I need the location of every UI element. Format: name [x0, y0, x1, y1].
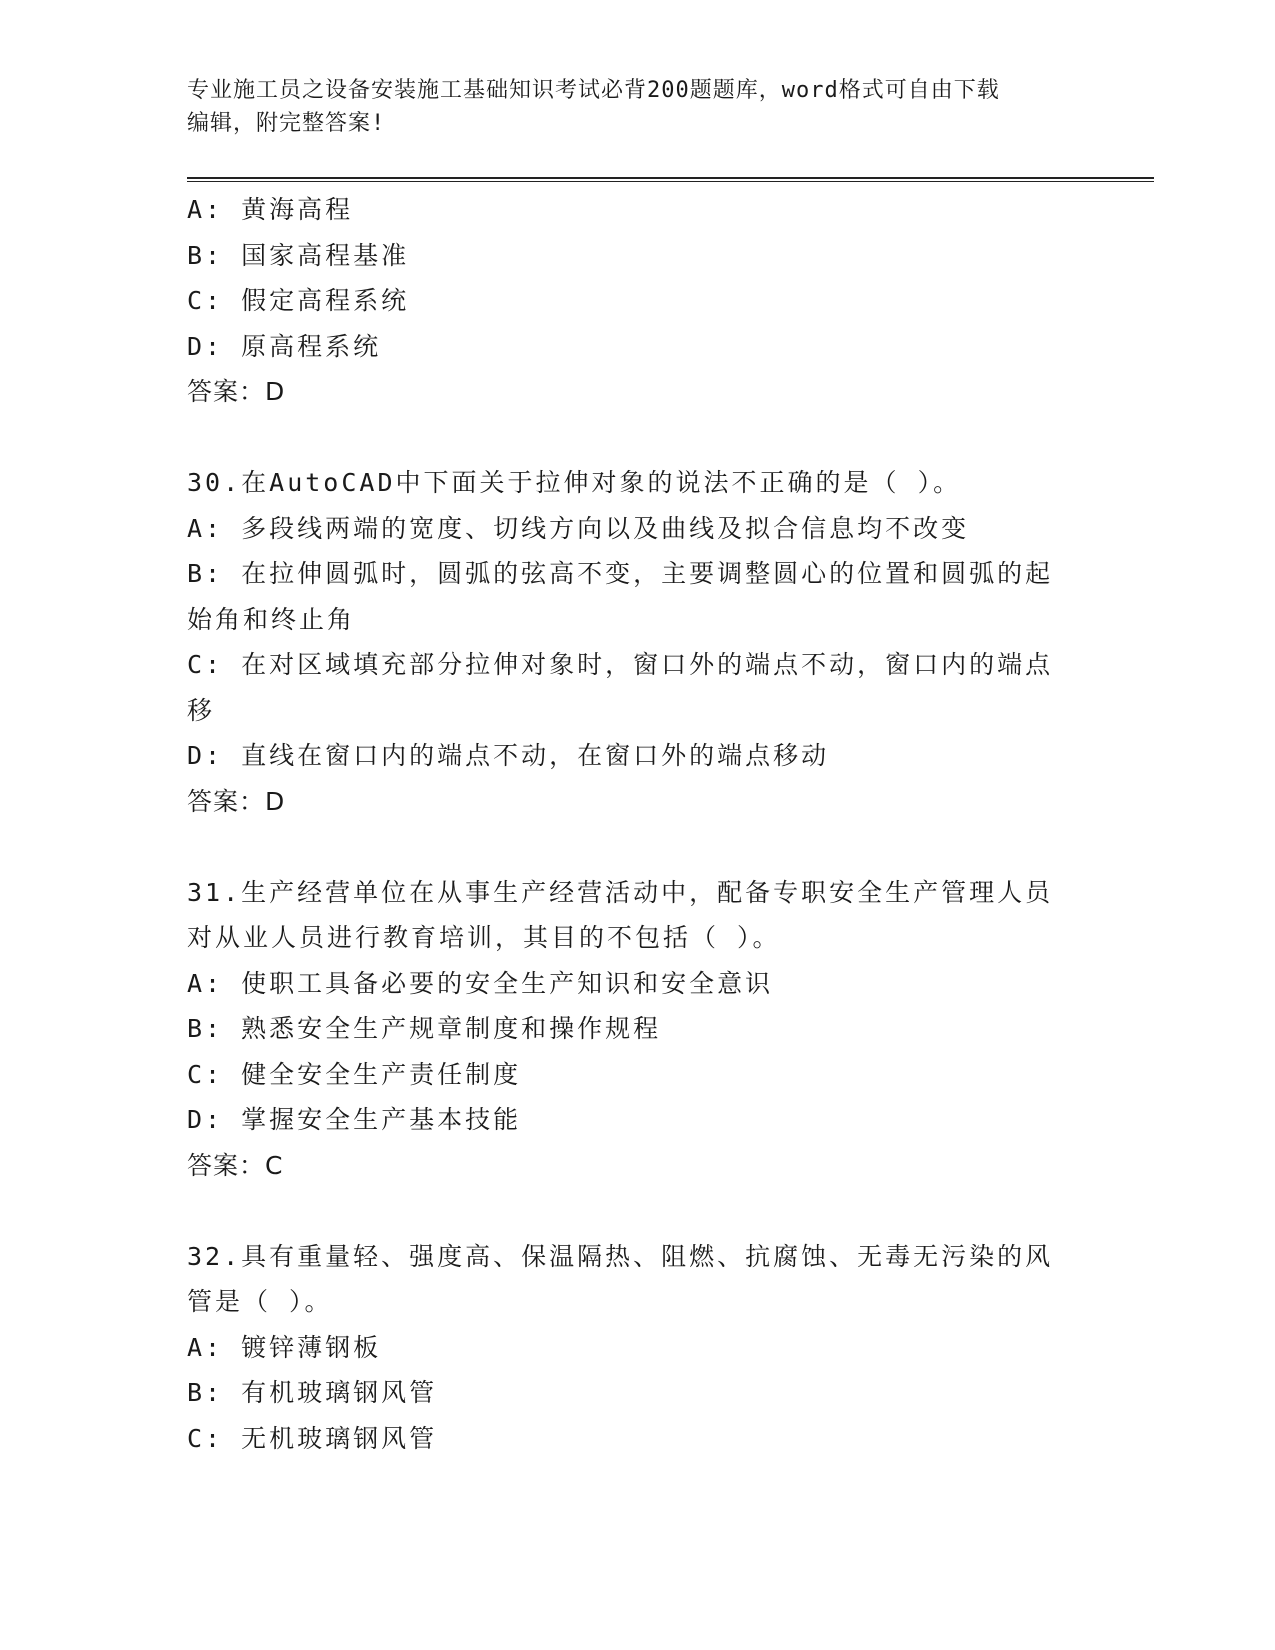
- answer-line: 答案：D: [187, 377, 286, 406]
- question-text-continued: 对从业人员进行教育培训，其目的不包括（ ）。: [187, 923, 781, 952]
- option-c-continued: 移: [187, 695, 216, 725]
- question-30-block: [187, 460, 1087, 824]
- option-d: D: 直线在窗口内的端点不动，在窗口外的端点移动: [187, 741, 830, 770]
- option-b: B: 在拉伸圆弧时，圆弧的弦高不变，主要调整圆心的位置和圆弧的起: [187, 559, 1054, 588]
- option-b: B: 有机玻璃钢风管: [187, 1378, 438, 1407]
- question-text: 32.具有重量轻、强度高、保温隔热、阻燃、抗腐蚀、无毒无污染的风: [187, 1241, 1054, 1271]
- option-a: A: 使职工具备必要的安全生产知识和安全意识: [187, 968, 774, 998]
- option-b: B: 国家高程基准: [187, 240, 410, 270]
- header-title-line-2: 编辑，附完整答案!: [187, 111, 386, 136]
- option-c: C: 无机玻璃钢风管: [187, 1423, 438, 1453]
- option-b: B: 熟悉安全生产规章制度和操作规程: [187, 1014, 662, 1043]
- option-a: A: 镀锌薄钢板: [187, 1332, 382, 1362]
- option-d: D: 掌握安全生产基本技能: [187, 1105, 522, 1134]
- question-list: [187, 187, 1087, 1461]
- question-29-block: [187, 187, 1087, 415]
- document-header: [187, 74, 1067, 140]
- option-d: D: 原高程系统: [187, 331, 382, 361]
- option-c: C: 假定高程系统: [187, 286, 410, 315]
- option-a: A: 多段线两端的宽度、切线方向以及曲线及拟合信息均不改变: [187, 513, 970, 543]
- question-32-block: [187, 1234, 1087, 1462]
- option-c: C: 健全安全生产责任制度: [187, 1059, 522, 1089]
- answer-line: 答案：D: [187, 786, 286, 816]
- question-text: 30.在AutoCAD中下面关于拉伸对象的说法不正确的是（ ）。: [187, 468, 962, 497]
- header-title-line-1: 专业施工员之设备安装施工基础知识考试必背200题题库，word格式可自由下载: [187, 78, 1000, 103]
- spacer: [187, 415, 1087, 461]
- answer-line: 答案：C: [187, 1150, 284, 1180]
- option-c: C: 在对区域填充部分拉伸对象时，窗口外的端点不动，窗口内的端点: [187, 650, 1054, 679]
- option-a: A: 黄海高程: [187, 195, 354, 224]
- spacer: [187, 1188, 1087, 1234]
- question-31-block: [187, 870, 1087, 1189]
- question-text-continued: 管是（ ）。: [187, 1287, 333, 1316]
- header-divider: [187, 177, 1154, 182]
- spacer: [187, 824, 1087, 870]
- option-b-continued: 始角和终止角: [187, 604, 356, 634]
- question-text: 31.生产经营单位在从事生产经营活动中，配备专职安全生产管理人员: [187, 877, 1054, 907]
